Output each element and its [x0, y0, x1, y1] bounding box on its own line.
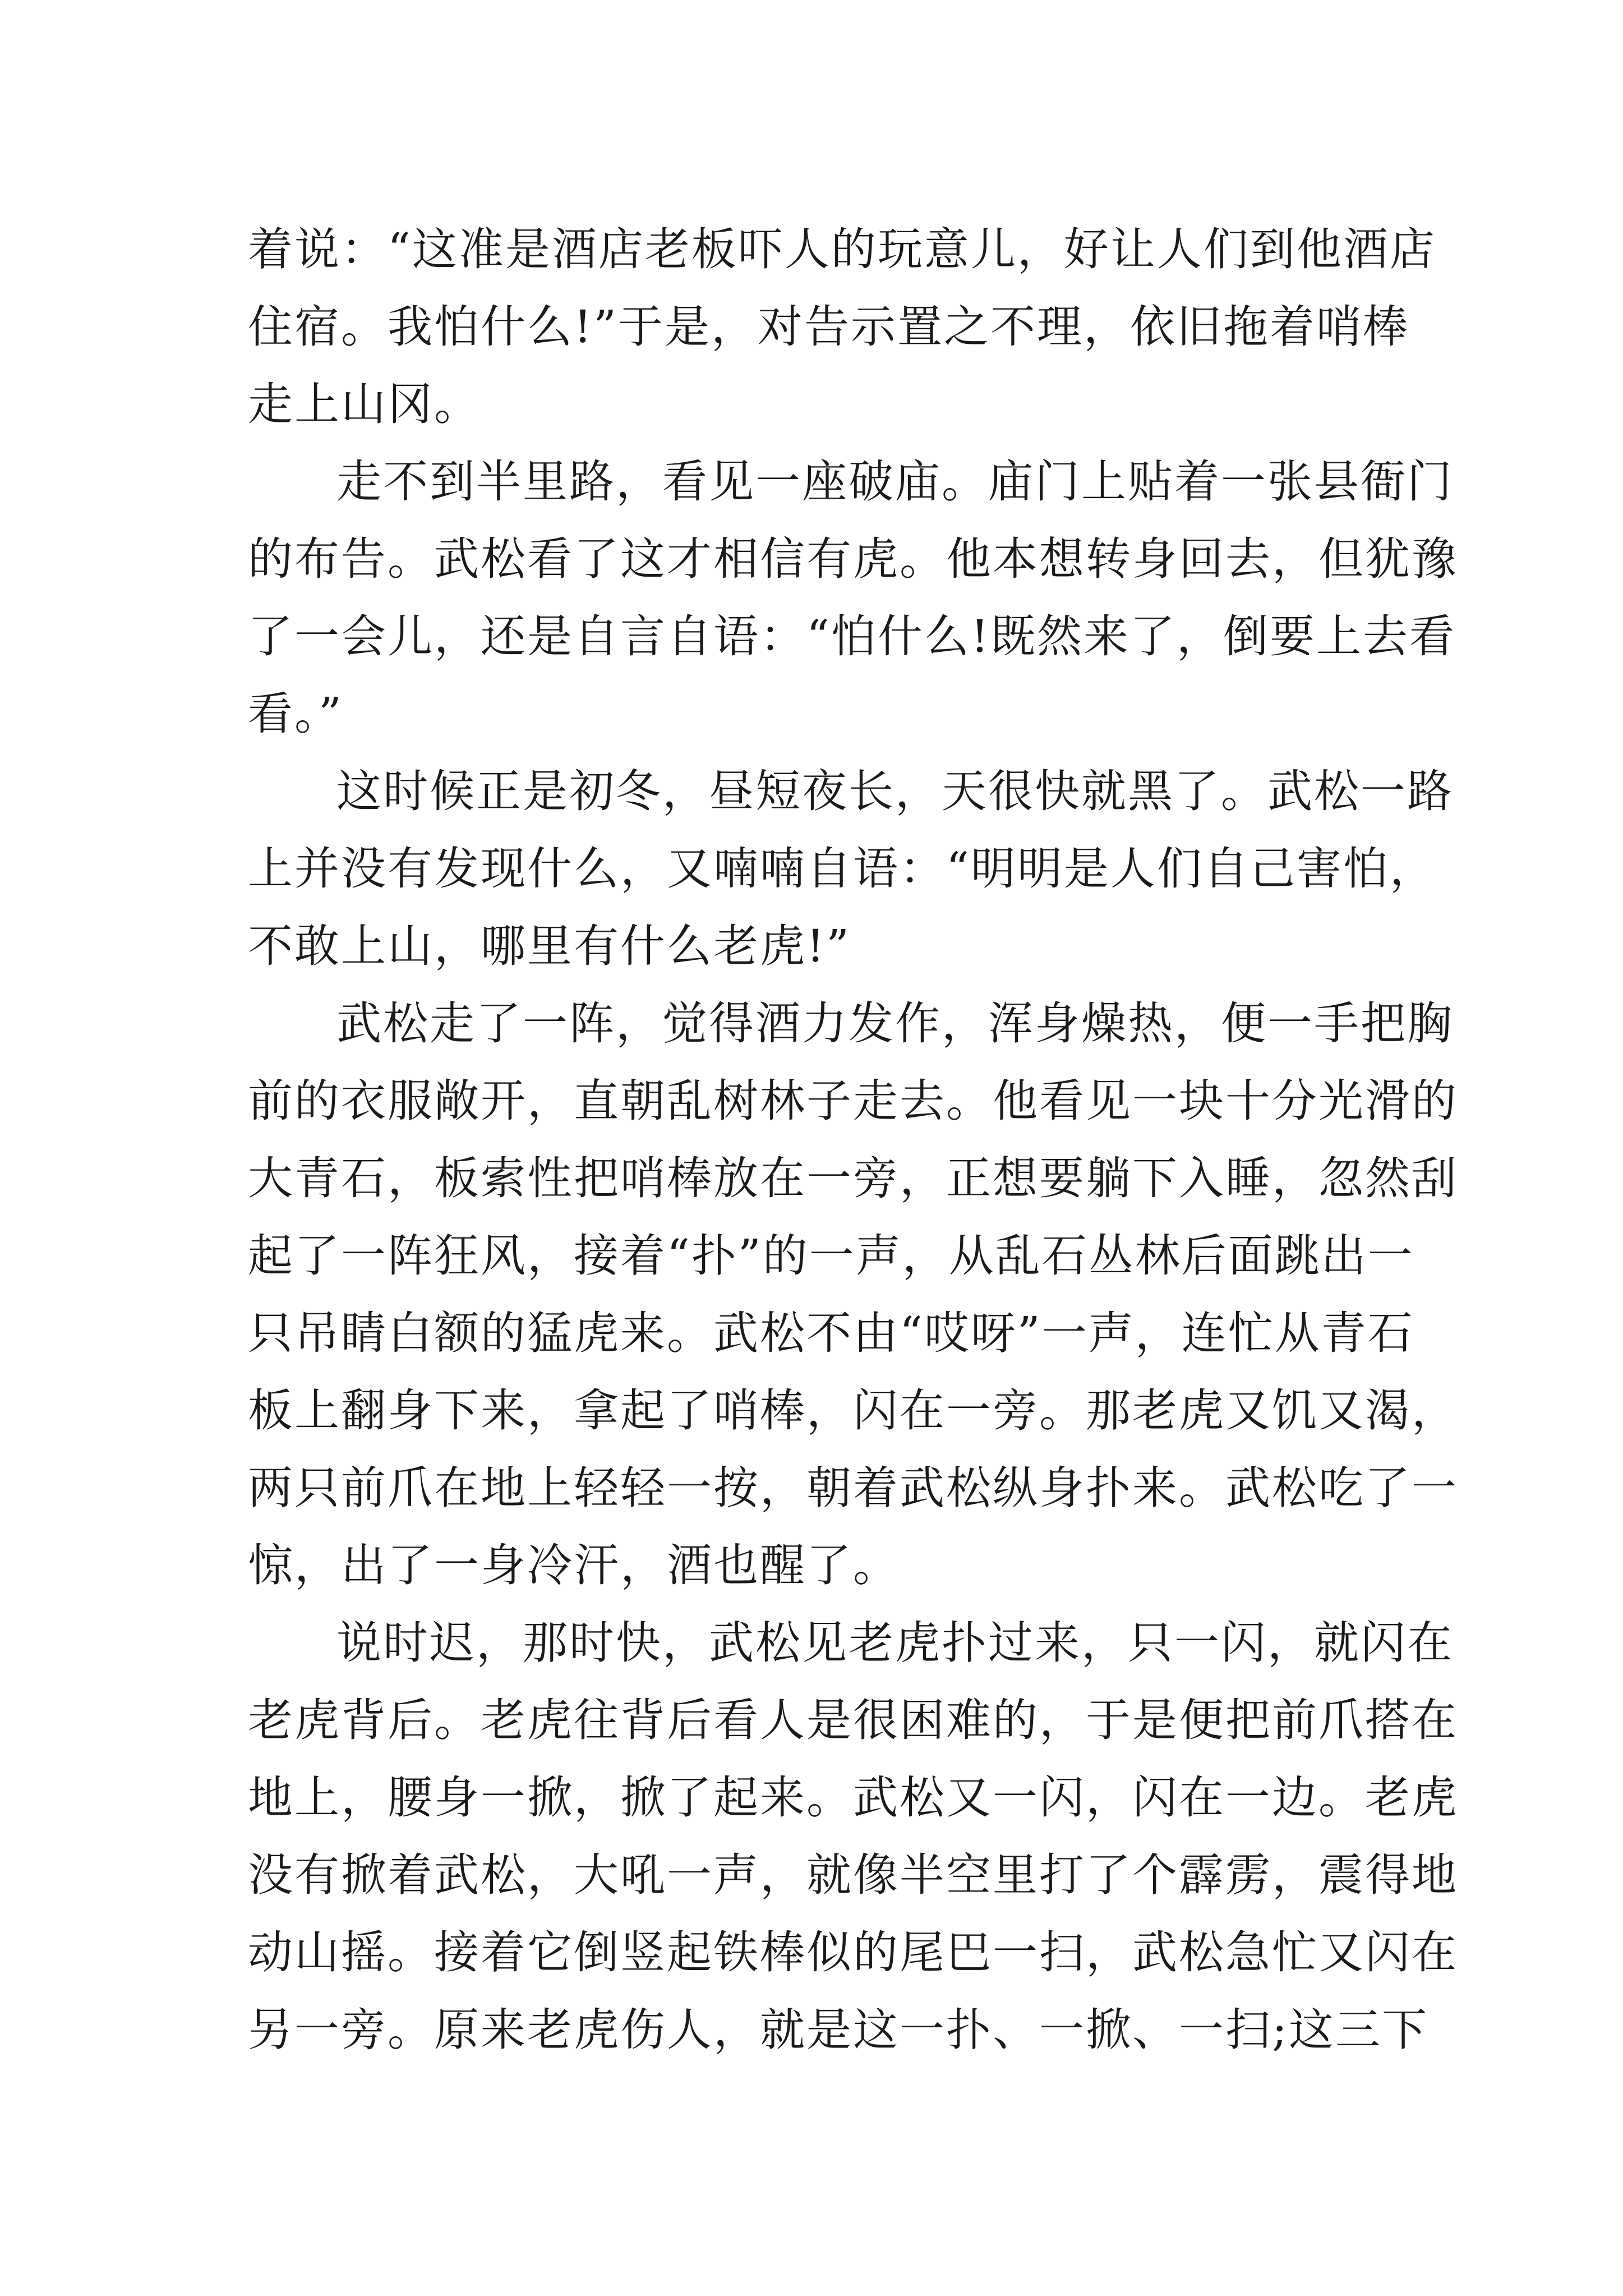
text-line: 前的衣服敞开，直朝乱树林子走去。他看见一块十分光滑的	[248, 1075, 1458, 1127]
text-line: 走上山冈。	[248, 378, 481, 430]
paragraph-first-line: 这时候正是初冬，昼短夜长，天很快就黑了。武松一路	[336, 765, 1454, 817]
text-line: 起了一阵狂风，接着“扑”的一声，从乱石丛林后面跳出一	[248, 1230, 1414, 1282]
text-line: 另一旁。原来老虎伤人，就是这一扑、一掀、一扫;这三下	[248, 2004, 1428, 2056]
paragraph-first-line: 说时迟，那时快，武松见老虎扑过来，只一闪，就闪在	[336, 1617, 1454, 1669]
text-line: 不敢上山，哪里有什么老虎!”	[248, 920, 851, 972]
paragraph-first-line: 走不到半里路，看见一座破庙。庙门上贴着一张县衙门	[336, 455, 1454, 508]
paragraph-first-line: 武松走了一阵，觉得酒力发作，浑身燥热，便一手把胸	[336, 997, 1454, 1050]
text-line: 大青石，板索性把哨棒放在一旁，正想要躺下入睡，忽然刮	[248, 1152, 1458, 1204]
text-line: 地上，腰身一掀，掀了起来。武松又一闪，闪在一边。老虎	[248, 1772, 1458, 1824]
text-line: 住宿。我怕什么!”于是，对告示置之不理，依旧拖着哨棒	[248, 301, 1410, 353]
text-line: 两只前爪在地上轻轻一按，朝着武松纵身扑来。武松吃了一	[248, 1462, 1458, 1514]
text-line: 了一会儿，还是自言自语：“怕什么!既然来了，倒要上去看	[248, 610, 1456, 662]
text-line: 没有掀着武松，大吼一声，就像半空里打了个霹雳，震得地	[248, 1849, 1458, 1901]
text-line: 上并没有发现什么，又喃喃自语：“明明是人们自己害怕，	[248, 843, 1436, 895]
text-line: 动山摇。接着它倒竖起铁棒似的尾巴一扫，武松急忙又闪在	[248, 1926, 1458, 1978]
text-line: 看。”	[248, 688, 343, 740]
text-line: 着说：“这准是酒店老板吓人的玩意儿，好让人们到他酒店	[248, 223, 1436, 275]
text-line: 惊，出了一身冷汗，酒也醒了。	[248, 1539, 900, 1591]
text-line: 老虎背后。老虎往背后看人是很困难的，于是便把前爪搭在	[248, 1694, 1458, 1746]
text-line: 的布告。武松看了这才相信有虎。他本想转身回去，但犹豫	[248, 533, 1458, 585]
text-line: 只吊睛白额的猛虎来。武松不由“哎呀”一声，连忙从青石	[248, 1307, 1414, 1359]
text-line: 板上翻身下来，拿起了哨棒，闪在一旁。那老虎又饥又渴，	[248, 1384, 1458, 1437]
